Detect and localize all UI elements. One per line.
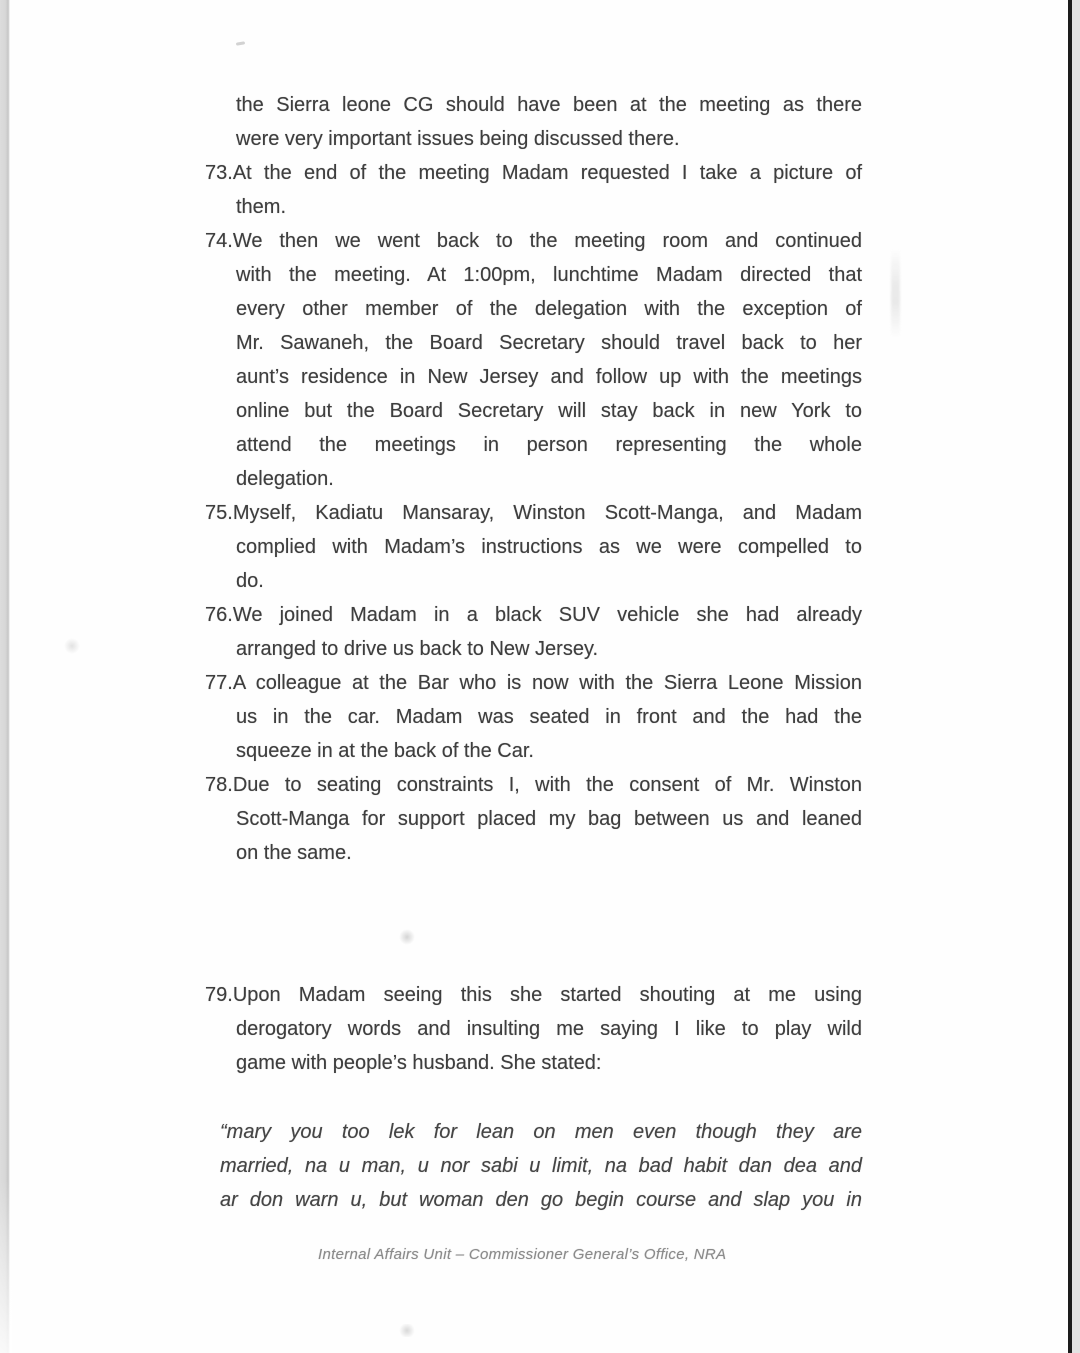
text: Due to seating constraints I, with the consent of Mr. Winston <box>232 774 862 796</box>
text-line: the Sierra leone CG should have been at the meeting as there <box>236 94 862 116</box>
text-line: us in the car. Madam was seated in front and the had the <box>236 706 862 728</box>
text-line <box>205 156 862 190</box>
paragraph-77 <box>205 666 862 768</box>
text-line: delegation. <box>236 468 334 490</box>
text-line <box>205 768 862 802</box>
scan-right-edge-shadow <box>1072 0 1080 1353</box>
text-line: every other member of the delegation with the exception of <box>236 298 862 320</box>
paragraph-number: 77. <box>205 672 233 694</box>
paragraph-number: 75. <box>205 502 233 524</box>
text-line <box>205 224 862 258</box>
paragraph-number: 73. <box>205 162 233 184</box>
text: We joined Madam in a black SUV vehicle she had already <box>232 604 862 626</box>
text-line: Mr. Sawaneh, the Board Secretary should travel back to her <box>236 332 862 354</box>
paragraph-73 <box>205 156 862 224</box>
scan-artifact-dash <box>236 41 245 46</box>
paragraph-number: 74. <box>205 230 233 252</box>
text: Myself, Kadiatu Mansaray, Winston Scott-Manga, and Madam <box>232 502 862 524</box>
paragraph-72-continuation <box>205 88 862 156</box>
text-line <box>205 496 862 530</box>
text-line: online but the Board Secretary will stay back in new York to <box>236 400 862 422</box>
text: At the end of the meeting Madam requested I take a picture of <box>232 162 862 184</box>
quote-line: “mary you too lek for lean on men even though they are <box>220 1121 862 1143</box>
paragraph-74 <box>205 224 862 496</box>
paragraph-number: 79. <box>205 984 233 1006</box>
paragraph-75 <box>205 496 862 598</box>
text-line: Scott-Manga for support placed my bag between us and leaned <box>236 808 862 830</box>
text: We then we went back to the meeting room and continued <box>232 230 862 252</box>
document-body <box>205 88 862 1217</box>
text-line: squeeze in at the back of the Car. <box>236 740 534 762</box>
paragraph-78 <box>205 768 862 870</box>
scan-left-edge-shadow <box>0 0 10 1353</box>
paragraph-number: 78. <box>205 774 233 796</box>
scan-artifact-smudge <box>891 248 900 338</box>
quoted-statement <box>205 1115 862 1217</box>
text-line: attend the meetings in person representing the whole <box>236 434 862 456</box>
page-footer: Internal Affairs Unit – Commissioner General’s Office, NRA <box>318 1246 727 1263</box>
text-line <box>205 978 862 1012</box>
paragraph-79 <box>205 978 862 1080</box>
text-line: game with people’s husband. She stated: <box>236 1052 602 1074</box>
scan-artifact-speck <box>64 638 80 654</box>
paragraph-number: 76. <box>205 604 233 626</box>
text-line: derogatory words and insulting me saying I like to play wild <box>236 1018 862 1040</box>
text-line: complied with Madam’s instructions as we were compelled to <box>236 536 862 558</box>
text-line: with the meeting. At 1:00pm, lunchtime Madam directed that <box>236 264 862 286</box>
text-line: aunt’s residence in New Jersey and follow up with the meetings <box>236 366 862 388</box>
text-line: on the same. <box>236 842 352 864</box>
text-line <box>205 666 862 700</box>
text: Upon Madam seeing this she started shouting at me using <box>232 984 862 1006</box>
text-line: do. <box>236 570 264 592</box>
scan-artifact-speck <box>398 1324 416 1337</box>
text: A colleague at the Bar who is now with the Sierra Leone Mission <box>232 672 862 694</box>
quote-line: married, na u man, u nor sabi u limit, na bad habit dan dea and <box>220 1155 862 1177</box>
paragraph-76 <box>205 598 862 666</box>
text-line: arranged to drive us back to New Jersey. <box>236 638 599 660</box>
quote-line: ar don warn u, but woman den go begin course and slap you in <box>220 1189 862 1211</box>
text-line <box>205 598 862 632</box>
scan-left-edge-fade <box>0 1180 12 1353</box>
text-line: were very important issues being discussed there. <box>236 128 680 150</box>
text-line: them. <box>236 196 287 218</box>
